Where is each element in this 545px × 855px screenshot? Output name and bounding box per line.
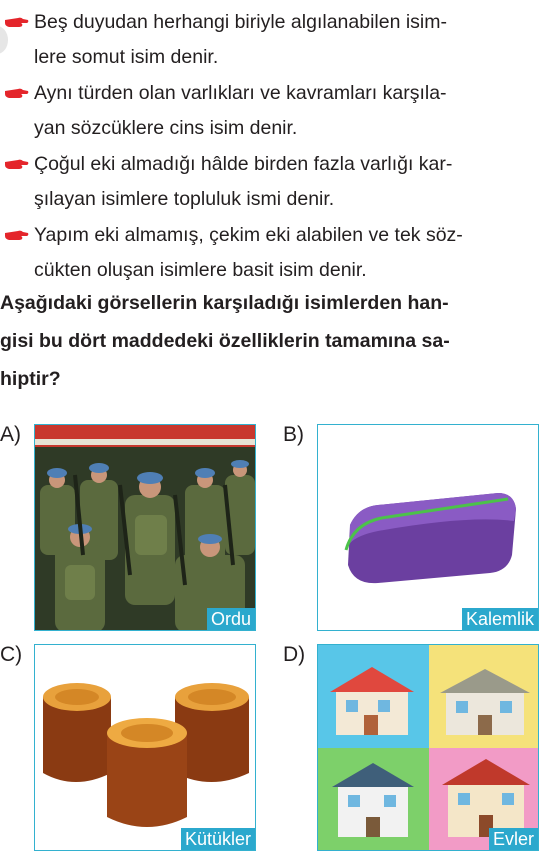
option-d-image[interactable]: [317, 644, 539, 851]
option-c-label[interactable]: C): [0, 643, 23, 666]
question-line-2: gisi bu dört maddedeki özelliklerin tamamına sa-: [0, 330, 450, 352]
tree-stumps-image: [35, 645, 256, 851]
option-b-caption: Kalemlik: [462, 608, 538, 630]
pointing-hand-icon: [4, 227, 30, 243]
option-c-caption: Kütükler: [181, 828, 255, 850]
houses-image: [318, 645, 539, 851]
bullet-text-line2: yan sözcüklere cins isim denir.: [34, 117, 298, 139]
bullet-text-line1: Yapım eki almamış, çekim eki alabilen ve tek söz-: [34, 224, 463, 246]
option-b-image[interactable]: [317, 424, 539, 631]
option-a-caption: Ordu: [207, 608, 255, 630]
pointing-hand-icon: [4, 156, 30, 172]
pointing-hand-icon: [4, 85, 30, 101]
option-a-image[interactable]: [34, 424, 256, 631]
bullet-text-line2: şılayan isimlere topluluk ismi denir.: [34, 188, 335, 210]
option-c-image[interactable]: [34, 644, 256, 851]
bullet-text-line1: Aynı türden olan varlıkları ve kavramları karşıla-: [34, 82, 447, 104]
option-a-label[interactable]: A): [0, 423, 21, 446]
bullet-text-line2: cükten oluşan isimlere basit isim denir.: [34, 259, 367, 281]
question-line-3: hiptir?: [0, 368, 61, 390]
page-edge-mark: [0, 26, 8, 54]
pencil-case-image: [318, 425, 539, 631]
bullet-text-line1: Çoğul eki almadığı hâlde birden fazla varlığı kar-: [34, 153, 453, 175]
bullet-text-line2: lere somut isim denir.: [34, 46, 219, 68]
soldiers-marching-image: [35, 425, 256, 631]
option-d-caption: Evler: [489, 828, 538, 850]
option-d-label[interactable]: D): [283, 643, 306, 666]
pointing-hand-icon: [4, 14, 30, 30]
question-line-1: Aşağıdaki görsellerin karşıladığı isimlerden han-: [0, 292, 449, 314]
option-b-label[interactable]: B): [283, 423, 304, 446]
bullet-text-line1: Beş duyudan herhangi biriyle algılanabilen isim-: [34, 11, 447, 33]
